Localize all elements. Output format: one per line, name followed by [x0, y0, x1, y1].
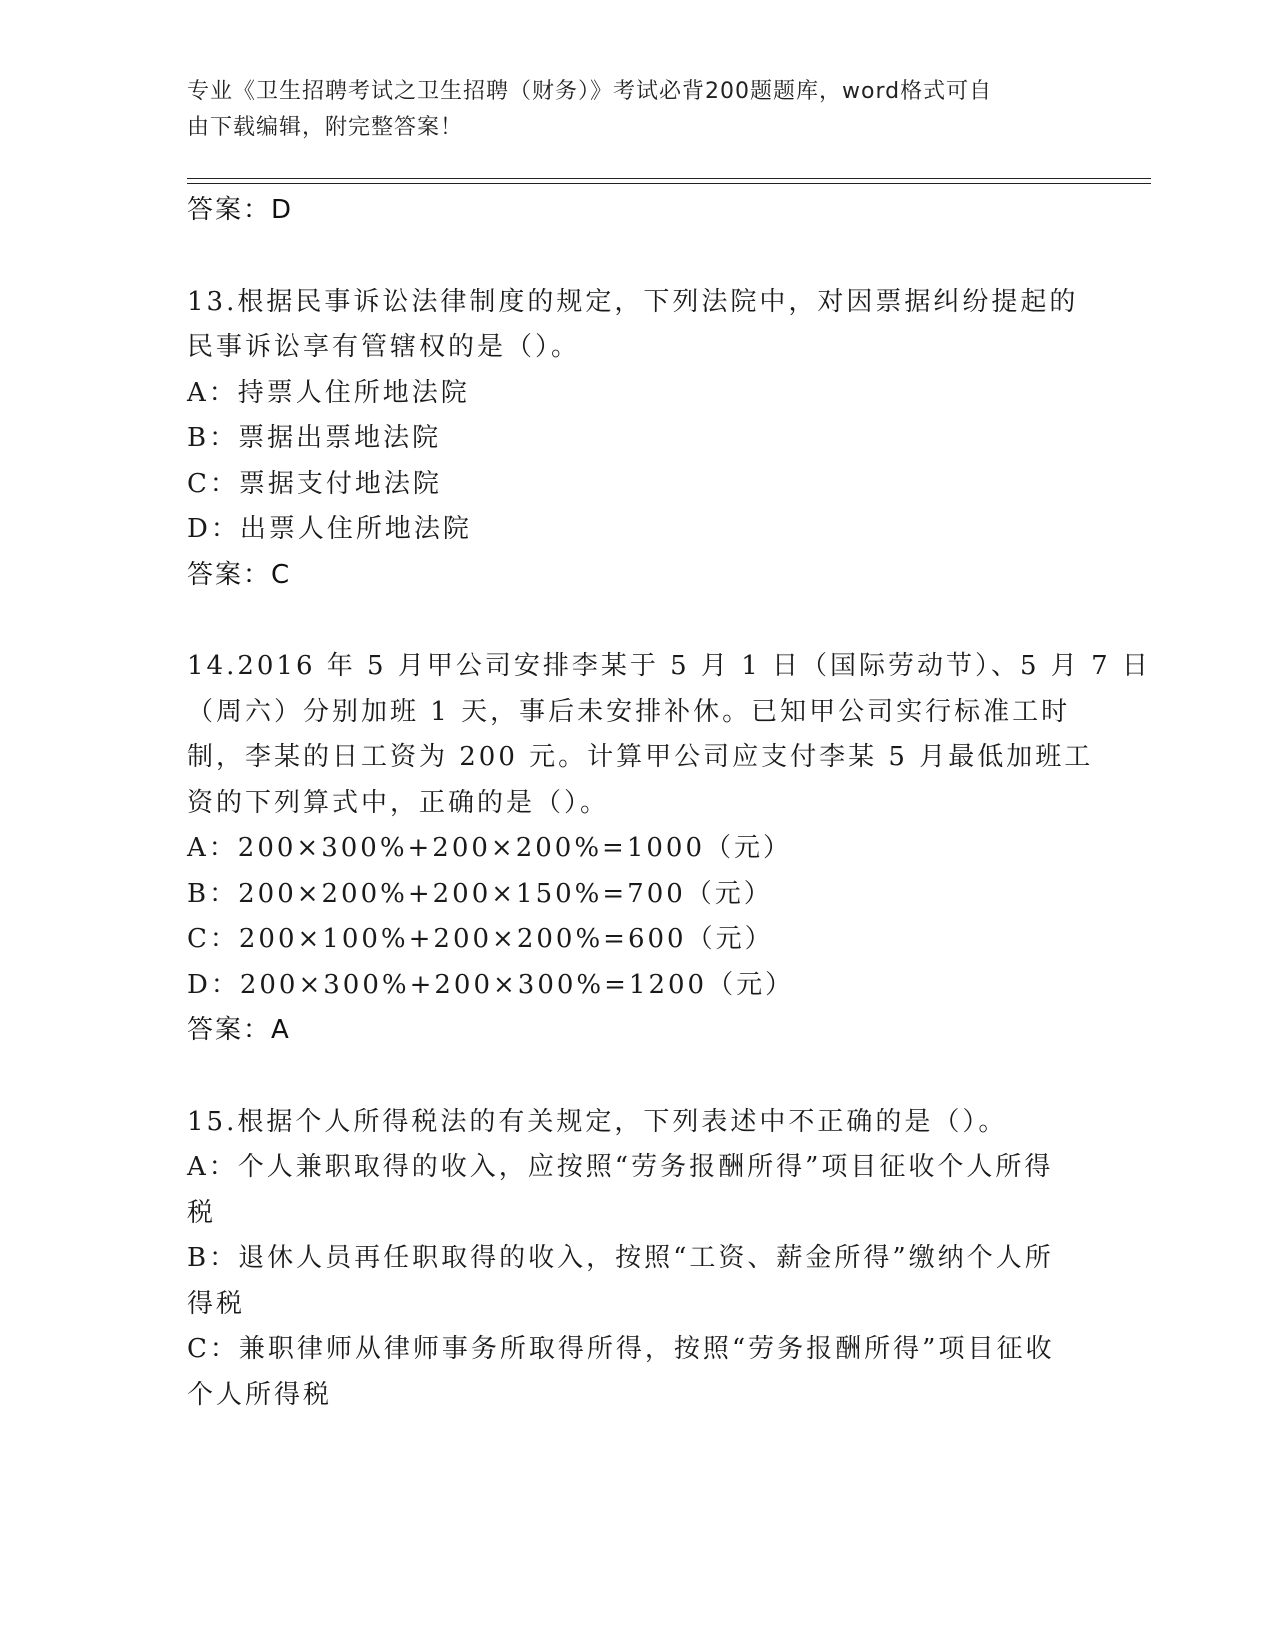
question-stem-line: （周六）分别加班 1 天，事后未安排补休。已知甲公司实行标准工时 — [187, 696, 1071, 727]
option-b-continued: 得税 — [187, 1288, 246, 1319]
question-stem-line: 资的下列算式中，正确的是（）。 — [187, 787, 610, 818]
header-divider-top — [187, 178, 1151, 179]
option-b: B：票据出票地法院 — [187, 423, 442, 453]
question-stem-line: 民事诉讼享有管辖权的是（）。 — [187, 332, 581, 362]
question-stem-line: 15.根据个人所得税法的有关规定，下列表述中不正确的是（）。 — [187, 1106, 1008, 1137]
spacer — [187, 598, 1087, 644]
option-d: D：200×300%+200×300%=1200（元） — [187, 969, 795, 1000]
option-c: C：200×100%+200×200%=600（元） — [187, 924, 774, 954]
question-13 — [187, 280, 1087, 599]
question-stem-line: 13.根据民事诉讼法律制度的规定，下列法院中，对因票据纠纷提起的 — [187, 286, 1079, 317]
option-d: D：出票人住所地法院 — [187, 514, 472, 544]
question-stem-line: 14.2016 年 5 月甲公司安排李某于 5 月 1 日（国际劳动节）、5 月 7 日 — [187, 651, 1151, 681]
option-c: C：票据支付地法院 — [187, 468, 442, 499]
spacer — [187, 234, 1087, 280]
option-a: A：持票人住所地法院 — [187, 377, 470, 408]
option-b: B：200×200%+200×150%=700（元） — [187, 878, 773, 909]
question-15 — [187, 1100, 1087, 1419]
question-answer: 答案：C — [187, 559, 292, 590]
document-body — [187, 188, 1151, 1418]
question-answer: 答案：A — [187, 1015, 291, 1045]
header-divider-bottom — [187, 183, 1151, 184]
previous-answer: 答案：D — [187, 195, 294, 225]
page-header — [187, 74, 1067, 146]
question-14 — [187, 644, 1151, 1054]
option-c: C：兼职律师从律师事务所取得所得，按照“劳务报酬所得”项目征收 — [187, 1334, 1055, 1364]
header-line-1: 专业《卫生招聘考试之卫生招聘（财务）》考试必背200题题库，word格式可自 — [187, 79, 993, 104]
option-a: A：200×300%+200×200%=1000（元） — [187, 833, 792, 863]
option-b: B：退休人员再任职取得的收入，按照“工资、薪金所得”缴纳个人所 — [187, 1243, 1054, 1273]
option-a: A：个人兼职取得的收入，应按照“劳务报酬所得”项目征收个人所得 — [187, 1152, 1054, 1182]
spacer — [187, 1054, 1087, 1100]
option-a-continued: 税 — [187, 1197, 217, 1228]
header-line-2: 由下载编辑，附完整答案！ — [187, 115, 464, 140]
question-stem-line: 制，李某的日工资为 200 元。计算甲公司应支付李某 5 月最低加班工 — [187, 742, 1094, 772]
option-c-continued: 个人所得税 — [187, 1379, 333, 1410]
